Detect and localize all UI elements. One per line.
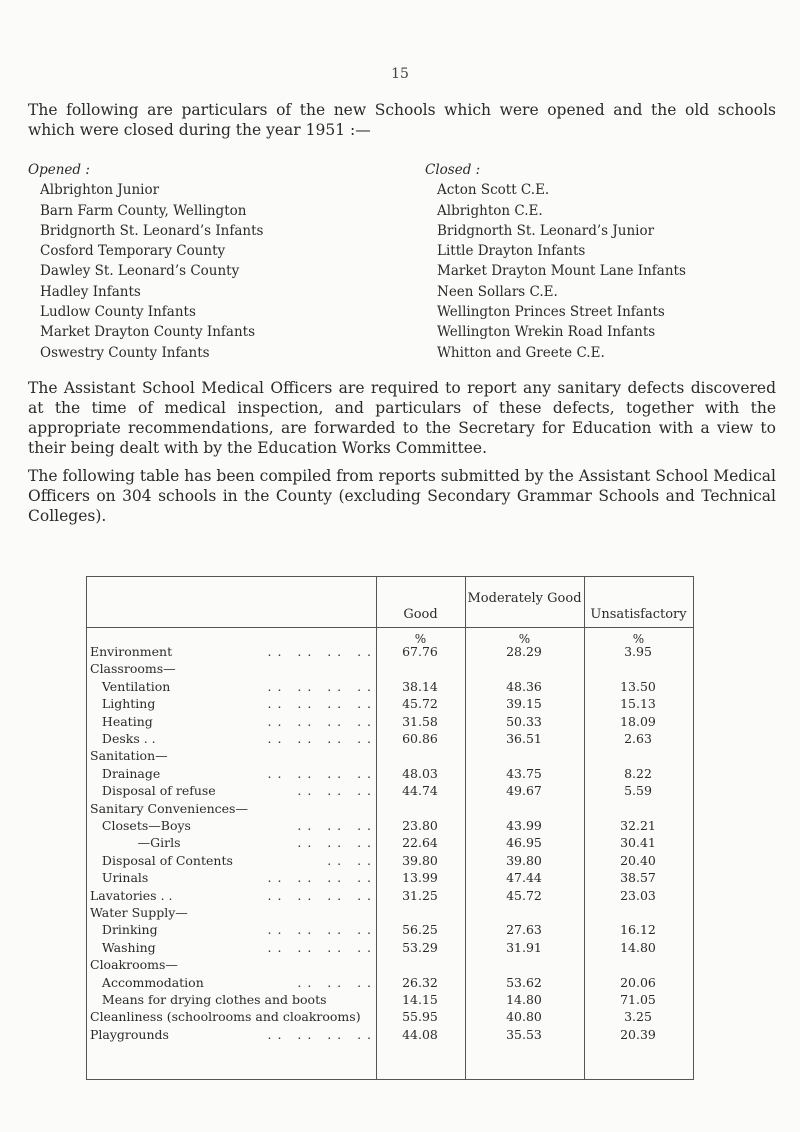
table-row <box>86 922 694 937</box>
list-item: Dawley St. Leonard’s County <box>40 263 240 280</box>
percent-sign: % <box>518 632 531 646</box>
table-row <box>86 644 694 659</box>
opened-heading: Opened : <box>28 162 90 178</box>
value-good: 38.14 <box>402 678 438 694</box>
leader-dots: . . . . . . . . <box>267 887 372 903</box>
leader-dots: . . . . . . <box>297 974 372 990</box>
table-row <box>86 679 694 694</box>
value-unsatisfactory: 38.57 <box>620 870 656 886</box>
value-good: 26.32 <box>402 974 438 990</box>
leader-dots: . . . . . . . . <box>267 922 372 938</box>
list-item: Cosford Temporary County <box>40 243 226 260</box>
page-number: 15 <box>391 66 409 82</box>
leader-dots: . . . . . . <box>297 818 372 833</box>
list-item: Market Drayton County Infants <box>40 324 256 341</box>
row-label: Ventilation <box>90 678 171 694</box>
list-item: Neen Sollars C.E. <box>437 283 558 300</box>
sanitary-defects-paragraph: The Assistant School Medical Officers are required to report any sanitary defects discovered at the time of medical inspection, and particulars of these defects, together with the appropriate recommendations, are forwarded to the Secretary for Education with a view to their being dealt with by the Education Works Committee. <box>28 379 776 457</box>
percent-sign: % <box>632 632 645 646</box>
table-row <box>86 1027 694 1042</box>
percent-sign: % <box>414 632 427 646</box>
value-moderately-good: 31.91 <box>506 939 542 955</box>
value-unsatisfactory: 3.25 <box>624 1009 652 1025</box>
leader-dots: . . . . . . . . <box>267 765 372 781</box>
value-unsatisfactory: 13.50 <box>620 678 656 694</box>
list-item: Bridgnorth St. Leonard’s Junior <box>437 222 655 239</box>
value-good: 56.25 <box>402 922 438 938</box>
table-row <box>86 870 694 885</box>
leader-dots: . . . . . . . . <box>267 1026 372 1042</box>
value-unsatisfactory: 30.41 <box>620 835 656 851</box>
value-good: 13.99 <box>402 870 438 886</box>
value-unsatisfactory: 20.39 <box>620 1026 656 1042</box>
row-label: Heating <box>90 713 153 729</box>
value-good: 55.95 <box>402 1009 438 1025</box>
value-good: 31.25 <box>402 887 438 903</box>
value-moderately-good: 47.44 <box>506 870 542 886</box>
value-unsatisfactory: 18.09 <box>620 713 656 729</box>
row-label: Cleanliness (schoolrooms and cloakrooms) <box>90 1009 361 1025</box>
value-unsatisfactory: 16.12 <box>620 922 656 938</box>
value-good: 60.86 <box>402 731 438 746</box>
table-row <box>86 801 694 816</box>
closed-schools-list <box>425 160 686 363</box>
header-rule <box>86 627 694 628</box>
table-row <box>86 888 694 903</box>
row-label: Disposal of Contents <box>90 852 233 868</box>
value-moderately-good: 14.80 <box>506 992 542 1007</box>
value-unsatisfactory: 5.59 <box>624 783 652 799</box>
list-item: Acton Scott C.E. <box>437 182 550 199</box>
closed-heading: Closed : <box>425 162 481 178</box>
value-good: 23.80 <box>402 818 438 833</box>
value-good: 53.29 <box>402 939 438 955</box>
value-good: 44.08 <box>402 1026 438 1042</box>
row-label: Lavatories . . <box>90 887 173 903</box>
list-item: Albrighton Junior <box>40 182 160 199</box>
header-unsatisfactory: Unsatisfactory <box>590 607 687 622</box>
table-top-rule <box>86 576 694 577</box>
table-bottom-rule <box>86 1079 694 1080</box>
value-moderately-good: 27.63 <box>506 922 542 938</box>
value-moderately-good: 50.33 <box>506 713 542 729</box>
table-row <box>86 766 694 781</box>
list-item: Market Drayton Mount Lane Infants <box>437 263 686 280</box>
row-label: Drainage <box>90 765 161 781</box>
table-intro-paragraph: The following table has been compiled from reports submitted by the Assistant School Medical Officers on 304 schools in the County (excluding Secondary Grammar Schools and Technical Colleges). <box>28 467 776 525</box>
value-moderately-good: 43.75 <box>506 765 542 781</box>
row-label: Drinking <box>90 922 158 938</box>
value-moderately-good: 53.62 <box>506 974 542 990</box>
list-item: Ludlow County Infants <box>40 304 196 321</box>
table-row <box>86 696 694 711</box>
intro-paragraph: The following are particulars of the new Schools which were opened and the old schools which were closed during the year 1951 :— <box>28 101 776 139</box>
value-moderately-good: 40.80 <box>506 1009 542 1025</box>
value-good: 31.58 <box>402 713 438 729</box>
value-good: 45.72 <box>402 696 438 712</box>
value-unsatisfactory: 8.22 <box>624 765 652 781</box>
leader-dots: . . . . . . . . <box>267 713 372 729</box>
row-label: Environment <box>90 644 173 659</box>
leader-dots: . . . . <box>327 852 372 868</box>
leader-dots: . . . . . . . . <box>267 678 372 694</box>
value-moderately-good: 28.29 <box>506 644 542 659</box>
value-moderately-good: 45.72 <box>506 887 542 903</box>
table-row <box>86 940 694 955</box>
table-row <box>86 905 694 920</box>
value-moderately-good: 39.15 <box>506 696 542 712</box>
list-item: Hadley Infants <box>40 283 141 300</box>
row-label: Water Supply— <box>90 905 188 920</box>
table-row <box>86 661 694 676</box>
header-good: Good <box>403 607 438 622</box>
value-moderately-good: 46.95 <box>506 835 542 851</box>
leader-dots: . . . . . . . . <box>267 939 372 955</box>
table-row <box>86 975 694 990</box>
row-label: Disposal of refuse <box>90 783 216 799</box>
value-moderately-good: 49.67 <box>506 783 542 799</box>
row-label: Closets—Boys <box>90 818 191 833</box>
value-unsatisfactory: 15.13 <box>620 696 656 712</box>
table-row <box>86 783 694 798</box>
value-moderately-good: 48.36 <box>506 678 542 694</box>
value-good: 39.80 <box>402 852 438 868</box>
table-row <box>86 835 694 850</box>
row-label: Cloakrooms— <box>90 957 178 973</box>
table-row <box>86 714 694 729</box>
row-label: Urinals <box>90 870 149 886</box>
list-item: Albrighton C.E. <box>437 202 543 219</box>
row-label: Sanitary Conveniences— <box>90 800 248 816</box>
table-row <box>86 853 694 868</box>
table-row <box>86 731 694 746</box>
row-label: Lighting <box>90 696 156 712</box>
leader-dots: . . . . . . . . <box>267 731 372 746</box>
value-moderately-good: 43.99 <box>506 818 542 833</box>
opened-schools-list <box>28 160 263 363</box>
list-item: Wellington Princes Street Infants <box>437 304 665 321</box>
list-item: Whitton and Greete C.E. <box>437 344 605 361</box>
value-unsatisfactory: 71.05 <box>620 992 656 1007</box>
value-good: 14.15 <box>402 992 438 1007</box>
value-unsatisfactory: 32.21 <box>620 818 656 833</box>
leader-dots: . . . . . . . . <box>267 870 372 886</box>
value-unsatisfactory: 3.95 <box>624 644 652 659</box>
value-unsatisfactory: 20.40 <box>620 852 656 868</box>
row-label: Sanitation— <box>90 748 168 764</box>
row-label: Desks . . <box>90 731 156 746</box>
value-unsatisfactory: 23.03 <box>620 887 656 903</box>
table-row <box>86 957 694 972</box>
value-unsatisfactory: 20.06 <box>620 974 656 990</box>
sanitary-conditions-table <box>86 576 694 1132</box>
table-row <box>86 818 694 833</box>
row-label: Playgrounds <box>90 1026 169 1042</box>
table-row <box>86 1009 694 1024</box>
list-item: Barn Farm County, Wellington <box>40 202 247 219</box>
list-item: Little Drayton Infants <box>437 243 586 260</box>
value-good: 44.74 <box>402 783 438 799</box>
list-item: Wellington Wrekin Road Infants <box>437 324 656 341</box>
leader-dots: . . . . . . <box>297 783 372 799</box>
value-good: 48.03 <box>402 765 438 781</box>
value-unsatisfactory: 14.80 <box>620 939 656 955</box>
leader-dots: . . . . . . <box>297 835 372 851</box>
value-moderately-good: 39.80 <box>506 852 542 868</box>
value-good: 67.76 <box>402 644 438 659</box>
list-item: Oswestry County Infants <box>40 344 210 361</box>
value-unsatisfactory: 2.63 <box>624 731 652 746</box>
leader-dots: . . . . . . . . <box>267 696 372 712</box>
leader-dots: . . . . . . . . <box>267 644 372 659</box>
row-label: Washing <box>90 939 156 955</box>
row-label: —Girls <box>90 835 181 851</box>
value-moderately-good: 35.53 <box>506 1026 542 1042</box>
row-label: Accommodation <box>90 974 204 990</box>
table-row <box>86 992 694 1007</box>
list-item: Bridgnorth St. Leonard’s Infants <box>40 222 264 239</box>
value-moderately-good: 36.51 <box>506 731 542 746</box>
table-row <box>86 748 694 763</box>
header-moderately-good: Moderately Good <box>467 591 582 606</box>
row-label: Means for drying clothes and boots <box>90 992 327 1007</box>
row-label: Classrooms— <box>90 661 176 677</box>
value-good: 22.64 <box>402 835 438 851</box>
